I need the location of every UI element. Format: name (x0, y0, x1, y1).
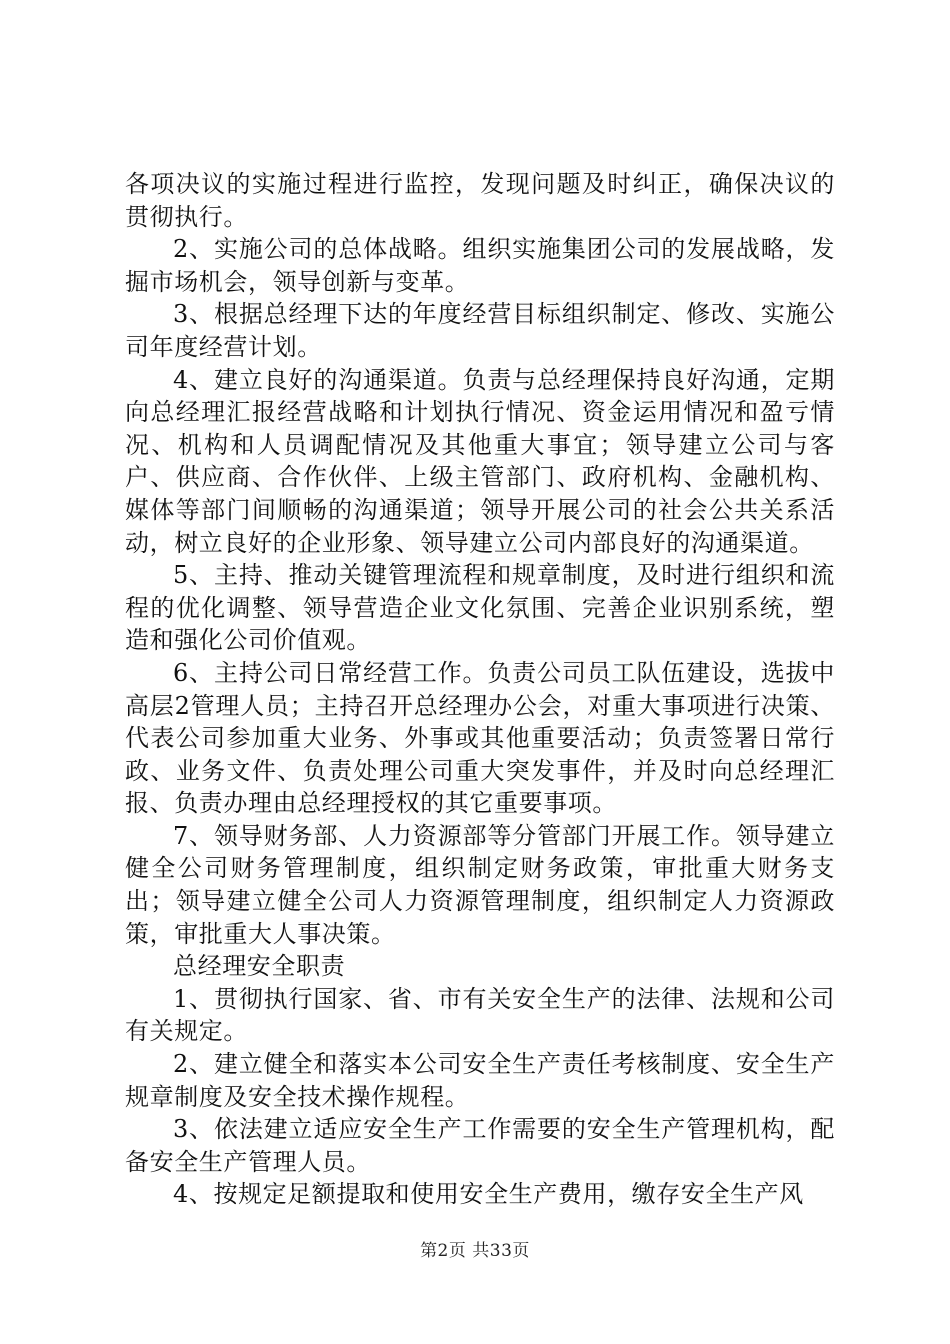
paragraph: 3、依法建立适应安全生产工作需要的安全生产管理机构，配备安全生产管理人员。 (125, 1115, 835, 1176)
paragraph: 2、实施公司的总体战略。组织实施集团公司的发展战略，发掘市场机会，领导创新与变革。 (125, 235, 835, 296)
section-heading: 总经理安全职责 (173, 952, 346, 981)
paragraph: 6、主持公司日常经营工作。负责公司员工队伍建设，选拔中高层2管理人员；主持召开总经理办公会，对重大事项进行决策、代表公司参加重大业务、外事或其他重要活动；负责签署日常行政、业务文件、负责处理公司重大突发事件，并及时向总经理汇报、负责办理由总经理授权的其它重要事项。 (125, 658, 835, 818)
paragraph: 5、主持、推动关键管理流程和规章制度，及时进行组织和流程的优化调整、领导营造企业文化氛围、完善企业识别系统，塑造和强化公司价值观。 (125, 561, 835, 655)
page-number: 第2页 共33页 (420, 1241, 530, 1261)
paragraph: 各项决议的实施过程进行监控，发现问题及时纠正，确保决议的贯彻执行。 (125, 170, 835, 231)
paragraph: 4、建立良好的沟通渠道。负责与总经理保持良好沟通，定期向总经理汇报经营战略和计划执行情况、资金运用情况和盈亏情况、机构和人员调配情况及其他重大事宜；领导建立公司与客户、供应商、合作伙伴、上级主管部门、政府机构、金融机构、媒体等部门间顺畅的沟通渠道；领导开展公司的社会公共关系活动，树立良好的企业形象、领导建立公司内部良好的沟通渠道。 (125, 365, 835, 557)
paragraph: 7、领导财务部、人力资源部等分管部门开展工作。领导建立健全公司财务管理制度，组织制定财务政策，审批重大财务支出；领导建立健全公司人力资源管理制度，组织制定人力资源政策，审批重大人事决策。 (125, 821, 835, 948)
paragraph: 4、按规定足额提取和使用安全生产费用，缴存安全生产风 (173, 1180, 804, 1209)
paragraph: 2、建立健全和落实本公司安全生产责任考核制度、安全生产规章制度及安全技术操作规程。 (125, 1050, 835, 1111)
paragraph: 3、根据总经理下达的年度经营目标组织制定、修改、实施公司年度经营计划。 (125, 300, 835, 361)
paragraph: 1、贯彻执行国家、省、市有关安全生产的法律、法规和公司有关规定。 (125, 984, 835, 1046)
document-body (125, 168, 835, 1211)
